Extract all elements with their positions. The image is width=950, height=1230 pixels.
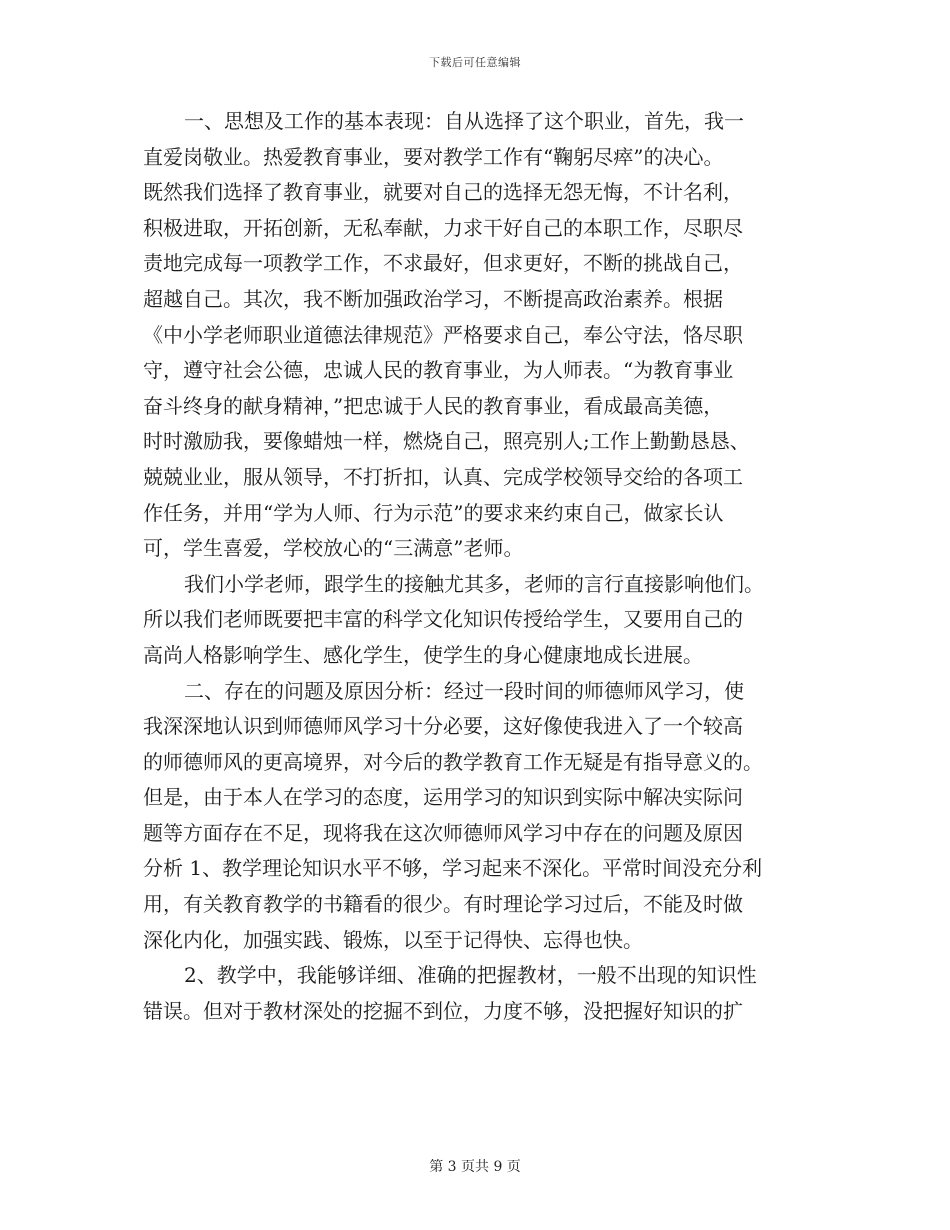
- page-header: 下载后可任意编辑: [429, 56, 521, 69]
- page-footer: 第 3 页共 9 页: [429, 1159, 521, 1175]
- text-line: 2、教学中，我能够详细、准确的把握教材，一般不出现的知识性: [184, 963, 757, 988]
- document-body: [143, 104, 807, 1029]
- text-line: 责地完成每一项教学工作，不求最好，但求更好，不断的挑战自己，: [143, 251, 743, 276]
- text-line: 用，有关教育教学的书籍看的很少。有时理论学习过后，不能及时做: [143, 892, 743, 917]
- text-line: 错误。但对于教材深处的挖掘不到位，力度不够，没把握好知识的扩: [143, 998, 743, 1023]
- text-line: 时时激励我，要像蜡烛一样，燃烧自己，照亮别人;工作上勤勤恳恳、: [143, 429, 750, 454]
- text-line: 分析 1、教学理论知识水平不够，学习起来不深化。平常时间没充分利: [143, 856, 763, 881]
- text-line: 奋斗终身的献身精神，”把忠诚于人民的教育事业，看成最高美德，: [143, 393, 724, 418]
- text-line: 我深深地认识到师德师风学习十分必要，这好像使我进入了一个较高: [143, 714, 743, 739]
- text-line: 既然我们选择了教育事业，就要对自己的选择无怨无悔，不计名利，: [143, 180, 743, 205]
- text-line: 的师德师风的更高境界，对今后的教学教育工作无疑是有指导意义的。: [143, 749, 763, 774]
- text-line: 所以我们老师既要把丰富的科学文化知识传授给学生，又要用自己的: [143, 607, 743, 632]
- text-line: 《中小学老师职业道德法律规范》严格要求自己，奉公守法，恪尽职: [143, 322, 743, 347]
- text-line: 题等方面存在不足，现将我在这次师德师风学习中存在的问题及原因: [143, 820, 743, 845]
- text-line: 二、存在的问题及原因分析：经过一段时间的师德师风学习，使: [184, 678, 744, 703]
- text-line: 超越自己。其次，我不断加强政治学习，不断提高政治素养。根据: [143, 286, 723, 311]
- text-line: 作任务，并用“学为人师、行为示范”的要求来约束自己，做家长认: [143, 500, 724, 525]
- text-line: 但是，由于本人在学习的态度，运用学习的知识到实际中解决实际问: [143, 785, 743, 810]
- text-line: 我们小学老师，跟学生的接触尤其多，老师的言行直接影响他们。: [184, 571, 764, 596]
- text-line: 守，遵守社会公德，忠诚人民的教育事业，为人师表。“为教育事业: [143, 358, 734, 383]
- text-line: 可，学生喜爱，学校放心的“三满意”老师。: [143, 536, 524, 561]
- text-line: 直爱岗敬业。热爱教育事业，要对教学工作有“鞠躬尽瘁”的决心。: [143, 144, 724, 169]
- text-line: 一、思想及工作的基本表现：自从选择了这个职业，首先，我一: [184, 109, 744, 133]
- text-line: 深化内化，加强实践、锻炼，以至于记得快、忘得也快。: [143, 927, 643, 952]
- text-line: 兢兢业业，服从领导，不打折扣，认真、完成学校领导交给的各项工: [143, 464, 743, 489]
- text-line: 积极进取，开拓创新，无私奉献，力求干好自己的本职工作，尽职尽: [143, 215, 743, 240]
- text-line: 高尚人格影响学生、感化学生，使学生的身心健康地成长进展。: [143, 642, 703, 667]
